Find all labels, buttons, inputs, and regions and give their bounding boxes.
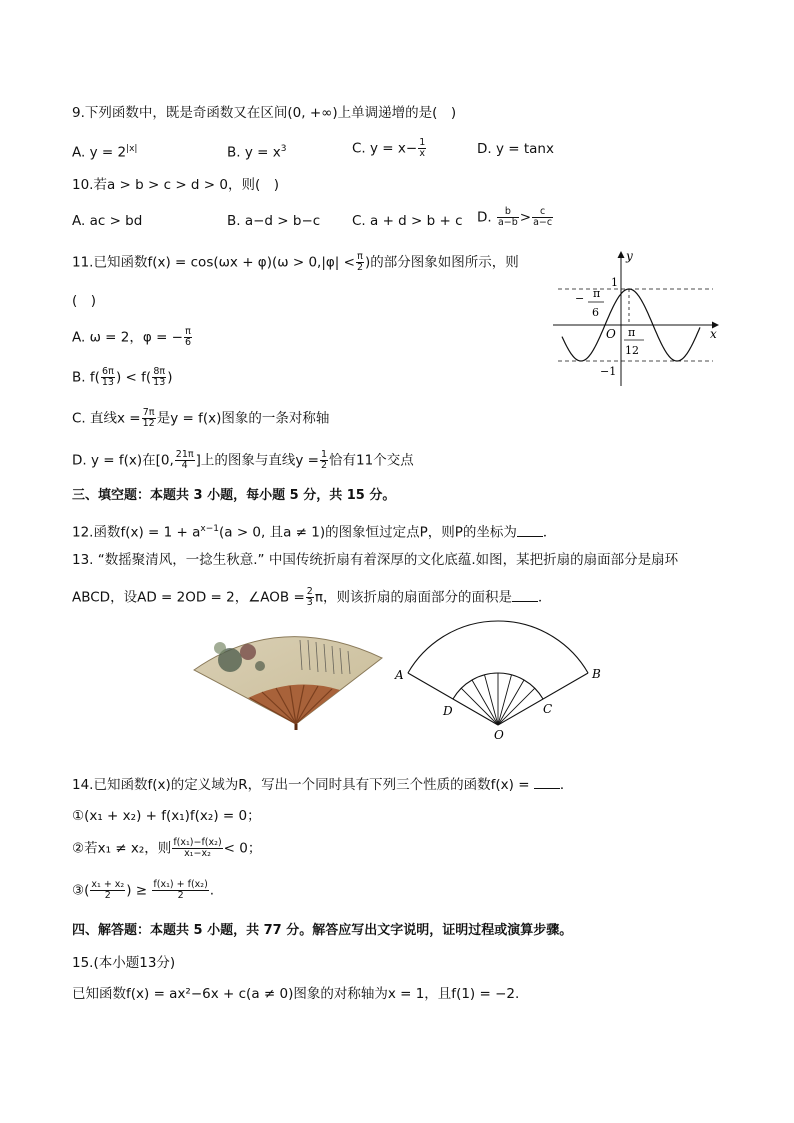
x-axis-label: x <box>710 327 717 341</box>
outer-arc <box>408 621 588 673</box>
cosine-graph <box>548 246 728 392</box>
section3-heading: 三、填空题：本题共 3 小题，每小题 5 分，共 15 分。 <box>72 488 396 503</box>
segment-ob <box>498 673 588 725</box>
left-tick-num: π <box>593 287 601 300</box>
label-a: A <box>395 668 404 682</box>
label-b: B <box>592 667 601 681</box>
q13-blank <box>512 589 538 602</box>
q10-option-c: C. a + d > b + c <box>352 213 463 229</box>
q12-blank <box>517 524 543 537</box>
label-c: C <box>543 702 553 716</box>
q15-text: 已知函数f(x) = ax²−6x + c(a ≠ 0)图象的对称轴为x = 1，且f(1) = −2. <box>72 986 520 1002</box>
q14-property-1: ①(x₁ + x₂) + f(x₁)f(x₂) = 0； <box>72 808 261 824</box>
q11-option-b: B. f( $\frac{6\pi}{13}$ ) < f( $\frac{8\pi}{13}$ ) <box>72 366 173 388</box>
q11-paren: ( ) <box>72 293 97 309</box>
q14-property-3: ③( $\frac{\text{x₁ + x₂}}{2}$ ) ≥ $\frac{\text{f(x₁) + f(x₂)}}{2}$ . <box>72 879 215 901</box>
q13-line2: ABCD，设AD = 2OD = 2，∠AOB = $\frac{2}{3}$ π，则该折扇的扇面部分的面积是 ． <box>72 586 552 608</box>
label-d: D <box>443 704 453 718</box>
segment-oa <box>408 673 498 725</box>
left-tick-sign: − <box>575 292 585 305</box>
q9-option-a: A. $y = 2^{|x|}$ <box>72 144 138 161</box>
q9-stem: 9.下列函数中，既是奇函数又在区间(0, +∞)上单调递增的是( ) <box>72 105 457 121</box>
left-tick-den: 6 <box>592 306 599 319</box>
painted-fan-image <box>190 618 386 736</box>
fan-rib <box>485 675 499 725</box>
fan-diagram <box>392 612 604 744</box>
q10-option-d: D. $\frac{b}{a-b}$ > $\frac{c}{a-c}$ <box>477 206 553 228</box>
section4-heading: 四、解答题：本题共 5 小题，共 77 分。解答应写出文字说明，证明过程或演算步骤。 <box>72 923 573 938</box>
tick-neg-one: −1 <box>600 365 617 378</box>
y-axis-label: y <box>626 249 633 263</box>
origin-label: O <box>606 327 616 341</box>
label-o: O <box>494 728 504 742</box>
q14-stem: 14.已知函数f(x)的定义域为R，写出一个同时具有下列三个性质的函数f(x) = ． <box>72 777 574 793</box>
q14-blank <box>534 776 560 789</box>
q11-option-d: D. y = f(x)在[0, $\frac{21\pi}{4}$ ]上的图象与直线y = $\frac{1}{2}$ 恰有11个交点 <box>72 449 414 471</box>
q13-line1: 13. “数摇聚清风，一捻生秋意.” 中国传统折扇有着深厚的文化底蕴.如图，某把折扇的扇面部分是扇环 <box>72 552 679 568</box>
q10-option-b: B. a−d > b−c <box>227 213 321 229</box>
right-tick-den: 12 <box>625 344 639 357</box>
right-tick-num: π <box>628 326 636 339</box>
q10-option-a: A. ac > bd <box>72 213 143 229</box>
q12-text: 12.函数$f(x) = 1 + a^{x-1}(a > 0$, 且a ≠ 1)的图象恒过定点P，则P的坐标为 ． <box>72 524 557 541</box>
q11-option-a: A. ω = 2，φ = − $\frac{\pi}{6}$ <box>72 326 192 348</box>
q9-option-b: B. $y = x^3$ <box>227 144 287 161</box>
q9-option-d: D. y = tanx <box>477 141 554 157</box>
q15-title: 15.(本小题13分) <box>72 955 176 971</box>
q11-option-c: C. 直线x = $\frac{7\pi}{12}$ 是y = f(x)图象的一条对称轴 <box>72 407 330 429</box>
tick-one: 1 <box>611 276 618 289</box>
q9-option-c: C. y = x− $\frac{1}{x}$ <box>352 137 426 159</box>
q10-stem: 10.若a > b > c > d > 0，则( ) <box>72 177 280 193</box>
q11-stem: 11.已知函数f(x) = cos(ωx + φ)(ω > 0,|φ| < $\frac{\pi}{2}$ )的部分图象如图所示，则 <box>72 251 519 273</box>
fan-ribs <box>461 673 535 725</box>
q14-property-2: ②若x₁ ≠ x₂，则 $\frac{\text{f(x₁)−f(x₂)}}{\text{x₁−x₂}}$ < 0； <box>72 837 262 859</box>
fan-rib <box>498 675 512 725</box>
